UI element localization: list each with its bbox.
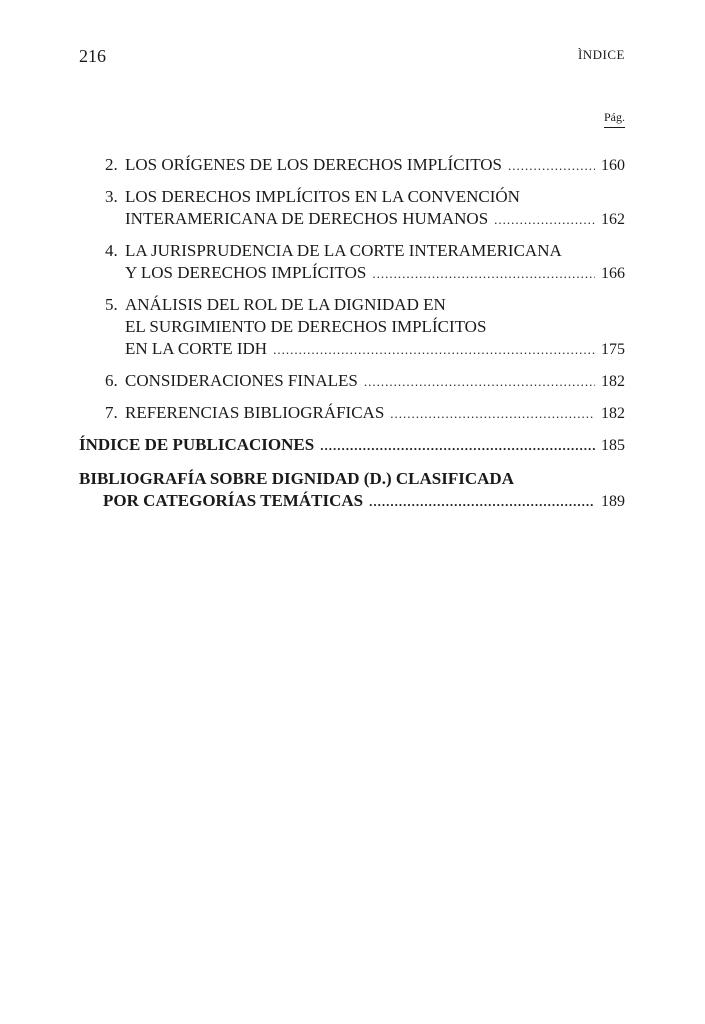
- toc-entry-page: 189: [601, 493, 625, 510]
- toc-entry[interactable]: [79, 186, 625, 231]
- toc-entry-title-line: LA JURISPRUDENCIA DE LA CORTE INTERAMERICANA: [125, 241, 562, 260]
- toc-main-entry[interactable]: [79, 468, 625, 513]
- toc-entry-number: 7.: [105, 403, 118, 422]
- toc-entry[interactable]: [79, 294, 625, 361]
- toc-entry-title: LOS ORÍGENES DE LOS DERECHOS IMPLÍCITOS: [125, 155, 503, 174]
- dot-leader: [508, 155, 595, 177]
- toc-entry-number: 5.: [105, 295, 118, 314]
- toc-entry-page: 175: [601, 341, 625, 358]
- toc-entry-title: EN LA CORTE IDH: [125, 339, 268, 358]
- toc-entry-title: POR CATEGORÍAS TEMÁTICAS: [103, 491, 364, 510]
- toc-entry-title-line: EL SURGIMIENTO DE DERECHOS IMPLÍCITOS: [125, 317, 487, 336]
- toc-entry-number: 2.: [105, 155, 118, 174]
- toc-entry-page: 162: [601, 211, 625, 228]
- dot-leader: [320, 435, 595, 457]
- toc-entry[interactable]: [79, 240, 625, 285]
- toc-entry-number: 4.: [105, 241, 118, 260]
- toc-entry[interactable]: [79, 154, 625, 177]
- toc-entry-title-line: ANÁLISIS DEL ROL DE LA DIGNIDAD EN: [125, 295, 446, 314]
- toc-entry[interactable]: [79, 402, 625, 425]
- toc-main-entry[interactable]: [79, 434, 625, 457]
- dot-leader: [364, 371, 595, 393]
- toc-entry-page: 182: [601, 373, 625, 390]
- toc-entry-number: 3.: [105, 187, 118, 206]
- toc-entry-page: 160: [601, 157, 625, 174]
- toc-entry[interactable]: [79, 370, 625, 393]
- dot-leader: [273, 339, 595, 361]
- toc-entry-number: 6.: [105, 371, 118, 390]
- dot-leader: [369, 491, 595, 513]
- toc-entry-title: Y LOS DERECHOS IMPLÍCITOS: [125, 263, 367, 282]
- toc-entry-title: INTERAMERICANA DE DERECHOS HUMANOS: [125, 209, 489, 228]
- toc-entry-page: 166: [601, 265, 625, 282]
- dot-leader: [372, 263, 595, 285]
- toc-entry-title: ÍNDICE DE PUBLICACIONES: [79, 435, 315, 454]
- toc-entry-title-line: BIBLIOGRAFÍA SOBRE DIGNIDAD (D.) CLASIFICADA: [79, 469, 514, 488]
- toc-entry-title: REFERENCIAS BIBLIOGRÁFICAS: [125, 403, 385, 422]
- toc-entry-page: 185: [601, 437, 625, 454]
- page-number: 216: [79, 46, 106, 66]
- table-of-contents: [79, 154, 625, 524]
- running-title: ÌNDICE: [577, 47, 625, 62]
- toc-entry-title-line: LOS DERECHOS IMPLÍCITOS EN LA CONVENCIÓN: [125, 187, 520, 206]
- page-column-label: Pág.: [604, 110, 625, 128]
- toc-entry-page: 182: [601, 405, 625, 422]
- dot-leader: [494, 209, 595, 231]
- dot-leader: [390, 403, 595, 425]
- toc-entry-title: CONSIDERACIONES FINALES: [125, 371, 358, 390]
